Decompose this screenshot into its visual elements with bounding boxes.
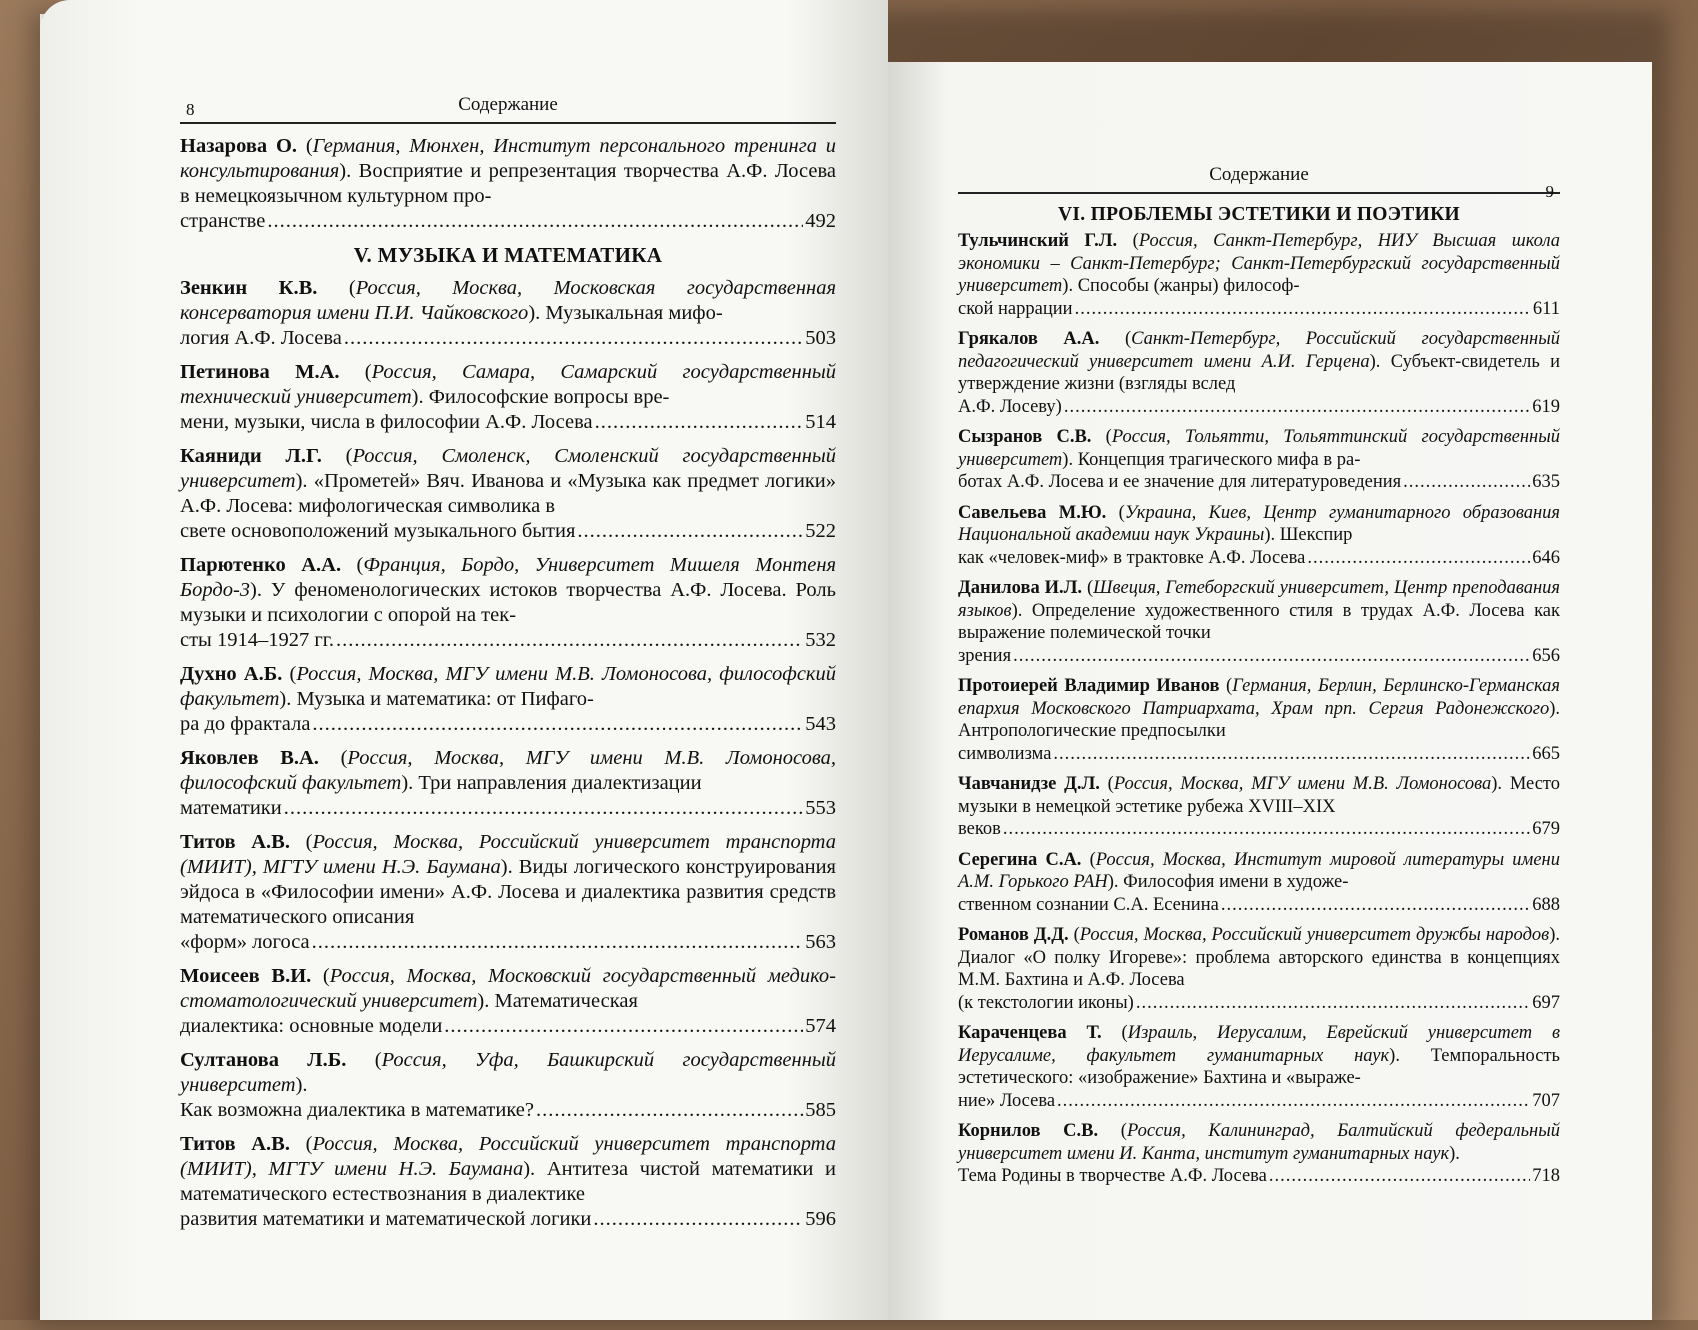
toc-author: Караченцева Т. — [958, 1023, 1102, 1043]
toc-page-number: 679 — [1532, 819, 1560, 839]
dot-leader — [1053, 743, 1530, 766]
toc-entry — [180, 746, 836, 821]
toc-page-number: 492 — [805, 210, 836, 232]
dot-leader — [312, 930, 804, 955]
toc-title-end: (к текстологии иконы) — [958, 992, 1134, 1013]
toc-entry — [180, 964, 836, 1039]
section-heading: VI. ПРОБЛЕМЫ ЭСТЕТИКИ И ПОЭТИКИ — [1058, 204, 1460, 225]
toc-author: Моисеев В.И. — [180, 965, 312, 987]
toc-page-number: 619 — [1532, 396, 1560, 417]
page-number: 9 — [1545, 182, 1554, 201]
toc-author: Титов А.В. — [180, 831, 290, 853]
toc-affiliation: Россия, Смоленск, Смоленский государственный университет — [180, 445, 837, 492]
toc-author: Романов Д.Д. — [958, 925, 1069, 945]
toc-author: Сызранов С.В. — [958, 427, 1092, 447]
toc-title-end: Тема Родины в творчестве А.Ф. Лосева — [958, 1166, 1267, 1186]
toc-entry-head: Петинова М.А. (Россия, Самара, Самарский государственный технический университет). Философские вопросы вре- — [180, 361, 836, 408]
toc-entry — [180, 134, 836, 234]
toc-entry-head: Серегина С.А. (Россия, Москва, Институт мировой литературы имени А.М. Горького РАН). Философия имени в художе- — [958, 849, 1560, 892]
toc-entry — [958, 1120, 1560, 1188]
toc-entry — [958, 328, 1560, 418]
toc-entry — [958, 502, 1560, 570]
toc-title-end: свете основоположений музыкального бытия — [180, 520, 576, 542]
toc-affiliation: Россия, Уфа, Башкирский государственный университет — [180, 1049, 836, 1096]
toc-author: Яковлев В.А. — [180, 747, 319, 769]
toc-page-number: 656 — [1532, 645, 1560, 666]
toc-title-end: А.Ф. Лосеву) — [958, 396, 1062, 417]
dot-leader — [1057, 1090, 1530, 1113]
toc-affiliation: Германия, Берлин, Берлинско-Германская епархия Московского Патриархата, Храм прп. Сергия Радонежского — [958, 676, 1560, 719]
toc-last-line — [958, 547, 1560, 570]
toc-entry — [958, 849, 1560, 917]
toc-affiliation: Украина, Киев, Центр гуманитарного образования Национальной академии наук Украины — [958, 502, 1560, 545]
toc-affiliation: Россия, Москва, Российский университет транспорта (МИИТ), МГТУ имени Н.Э. Баумана — [180, 1133, 836, 1180]
toc-title: Математическая — [494, 990, 638, 1012]
toc-page-number: 522 — [805, 520, 836, 542]
toc-entry-head: Чавчанидзе Д.Л. (Россия, Москва, МГУ имени М.В. Ломоносова). Место музыки в немецкой эстетике рубежа XVIII–XIX — [958, 774, 1560, 817]
toc-title-end: веков — [958, 819, 1001, 839]
toc-title-end: развития математики и математической логики — [180, 1208, 592, 1230]
toc-page-number: 635 — [1532, 472, 1560, 492]
toc-last-line — [958, 471, 1560, 494]
dot-leader — [1064, 396, 1530, 419]
toc-last-line — [958, 645, 1560, 668]
toc-affiliation: Россия, Москва, МГУ имени М.В. Ломоносова, философский факультет — [180, 747, 836, 794]
toc-list-left — [180, 134, 836, 234]
toc-entry — [180, 830, 836, 955]
toc-title: Концепция трагического мифа в ра- — [1077, 449, 1361, 470]
toc-page-number: 543 — [805, 713, 836, 735]
toc-affiliation: Россия, Тольятти, Тольяттинский государственный университет — [958, 427, 1560, 470]
toc-entry-head: Моисеев В.И. (Россия, Москва, Московский государственный медико-стоматологический университет). Математическая — [180, 965, 837, 1012]
toc-title-end: ра до фрактала — [180, 713, 311, 735]
toc-last-line — [180, 410, 836, 435]
toc-page-number: 574 — [805, 1015, 836, 1037]
toc-title: Виды логического конструирования эйдоса в «Философии имени» А.Ф. Лосева и диалектика развития средств математического описания — [180, 856, 836, 928]
right-page — [888, 62, 1652, 1320]
toc-entry-head: Караченцева Т. (Израиль, Иерусалим, Еврейский университет в Иерусалиме, факультет гуманитарных наук). Темпоральность эстетического: «изображение» Бахтина и «выраже- — [958, 1023, 1560, 1088]
toc-title: Музыка и математика: от Пифаго- — [296, 688, 594, 710]
toc-entry-head: Султанова Л.Б. (Россия, Уфа, Башкирский государственный университет). — [180, 1049, 836, 1096]
toc-entry — [958, 1022, 1560, 1112]
left-page — [40, 0, 888, 1320]
toc-entry-head: Титов А.В. (Россия, Москва, Российский университет транспорта (МИИТ), МГТУ имени Н.Э. Баумана). Антитеза чистой математики и математического естествознания в диалектике — [180, 1133, 837, 1205]
toc-entry-head: Назарова О. (Германия, Мюнхен, Институт персонального тренинга и консультирования). Восприятие и репрезентация творчества А.Ф. Лосева в немецкоязычном культурном про- — [180, 135, 837, 207]
toc-page-number: 563 — [805, 931, 836, 953]
toc-entry-head: Савельева М.Ю. (Украина, Киев, Центр гуманитарного образования Национальной академии наук Украины). Шекспир — [958, 502, 1560, 545]
toc-title-end: как «человек-миф» в трактовке А.Ф. Лосева — [958, 547, 1306, 568]
toc-entry-head: Зенкин К.В. (Россия, Москва, Московская государственная консерватория имени П.И. Чайковского). Музыкальная мифо- — [180, 277, 836, 324]
toc-affiliation: Санкт-Петербург, Российский государственный педагогический университет имени А.И. Герцена — [958, 329, 1560, 372]
toc-entry-head: Духно А.Б. (Россия, Москва, МГУ имени М.В. Ломоносова, философский факультет). Музыка и математика: от Пифаго- — [180, 663, 837, 710]
toc-author: Султанова Л.Б. — [180, 1049, 347, 1071]
toc-author: Парютенко А.А. — [180, 554, 342, 576]
toc-entry-head: Романов Д.Д. (Россия, Москва, Российский университет дружбы народов). Диалог «О полку Игореве»: проблема авторского единства в концепциях М.М. Бахтина и А.Ф. Лосева — [958, 925, 1561, 990]
dot-leader — [595, 410, 804, 435]
dot-leader — [593, 1207, 803, 1232]
toc-author: Протоиерей Владимир Иванов — [958, 676, 1220, 696]
toc-entry — [958, 675, 1560, 765]
toc-last-line — [180, 796, 836, 821]
section-heading: V. МУЗЫКА И МАТЕМАТИКА — [353, 243, 663, 267]
running-title: Содержание — [458, 94, 558, 115]
toc-last-line — [958, 1090, 1560, 1113]
toc-entry-head: Тульчинский Г.Л. (Россия, Санкт-Петербург, НИУ Высшая школа экономики – Санкт-Петербург; Санкт-Петербургский государственный университет). Способы (жанры) философ- — [958, 231, 1560, 296]
toc-title: Субъект-свидетель и утверждение жизни (взгляды вслед — [958, 351, 1560, 394]
toc-entry — [958, 230, 1560, 320]
toc-affiliation: Франция, Бордо, Университет Мишеля Монтеня Бордо-3 — [180, 554, 837, 601]
toc-last-line — [180, 209, 836, 234]
toc-entry — [180, 360, 836, 435]
toc-entry-head: Протоиерей Владимир Иванов (Германия, Берлин, Берлинско-Германская епархия Московского Патриархата, Храм прп. Сергия Радонежского). Антропологические предпосылки — [958, 676, 1560, 741]
toc-author: Серегина С.А. — [958, 849, 1082, 870]
toc-author: Савельева М.Ю. — [958, 502, 1107, 523]
dot-leader — [444, 1014, 803, 1039]
toc-title-end: диалектика: основные модели — [180, 1015, 443, 1037]
toc-title-end: ственном сознании С.А. Есенина — [958, 894, 1219, 915]
toc-affiliation: Германия, Мюнхен, Институт персонального тренинга и консультирования — [180, 135, 837, 182]
toc-page-number: 707 — [1532, 1090, 1560, 1111]
toc-page-number: 688 — [1532, 894, 1560, 915]
dot-leader — [1013, 645, 1530, 668]
toc-page-number: 697 — [1532, 992, 1560, 1013]
toc-affiliation: Россия, Москва, Российский университет транспорта (МИИТ), МГТУ имени Н.Э. Баумана — [180, 831, 836, 878]
dot-leader — [312, 712, 803, 737]
toc-page-number: 514 — [805, 411, 836, 433]
toc-affiliation: Россия, Москва, Российский университет дружбы народов — [1079, 925, 1550, 945]
toc-title: У феноменологических истоков творчества А.Ф. Лосева. Роль музыки и психологии с опорой на тек- — [180, 579, 836, 626]
toc-last-line — [180, 628, 836, 653]
running-head-right — [958, 162, 1560, 201]
toc-affiliation: Швеция, Гетеборгский университет, Центр преподавания языков — [958, 578, 1560, 621]
toc-page-number: 553 — [805, 797, 836, 819]
toc-affiliation: Россия, Москва, МГУ имени М.В. Ломоносова — [1113, 774, 1492, 794]
toc-last-line — [958, 743, 1560, 766]
toc-author: Данилова И.Л. — [958, 578, 1083, 598]
toc-author: Чавчанидзе Д.Л. — [958, 774, 1100, 794]
toc-title-end: символизма — [958, 743, 1052, 764]
toc-page-number: 718 — [1532, 1166, 1560, 1186]
toc-entry — [180, 276, 836, 351]
toc-title-end: «форм» логоса — [180, 931, 310, 953]
toc-title-end: зрения — [958, 645, 1012, 666]
toc-title-end: ботах А.Ф. Лосева и ее значение для литературоведения — [958, 472, 1402, 492]
toc-last-line — [180, 1014, 836, 1039]
toc-entry-head: Яковлев В.А. (Россия, Москва, МГУ имени М.В. Ломоносова, философский факультет). Три направления диалектизации — [180, 747, 836, 794]
dot-leader — [1003, 818, 1530, 841]
page-number: 8 — [186, 100, 195, 119]
toc-last-line — [180, 519, 836, 544]
toc-title-end: математики — [180, 797, 282, 819]
toc-title-end: мени, музыки, числа в философии А.Ф. Лосева — [180, 411, 593, 433]
toc-page-number: 611 — [1532, 298, 1560, 319]
toc-title: Диалог «О полку Игореве»: проблема авторского единства в концепциях М.М. Бахтина и А.Ф. Лосева — [958, 947, 1560, 990]
toc-title: Шекспир — [1279, 525, 1353, 545]
toc-affiliation: Россия, Санкт-Петербург, НИУ Высшая школа экономики – Санкт-Петербург; Санкт-Петербургский государственный университет — [958, 231, 1560, 296]
toc-last-line — [958, 396, 1560, 419]
toc-entry-head: Каяниди Л.Г. (Россия, Смоленск, Смоленский государственный университет). «Прометей» Вяч. Иванова и «Музыка как предмет логики» А.Ф. Лосева: мифологическая символика в — [180, 445, 837, 517]
toc-entry — [180, 444, 836, 544]
toc-author: Зенкин К.В. — [180, 277, 318, 299]
toc-list-right — [958, 230, 1560, 1188]
toc-title-end: Как возможна диалектика в математике? — [180, 1099, 534, 1121]
toc-last-line — [958, 298, 1560, 321]
toc-entry — [958, 426, 1560, 494]
toc-title: Три направления диалектизации — [418, 772, 702, 794]
toc-affiliation: Израиль, Иерусалим, Еврейский университет в Иерусалиме, факультет гуманитарных наук — [958, 1023, 1560, 1066]
toc-last-line — [180, 930, 836, 955]
toc-entry — [958, 773, 1560, 841]
toc-title: Определение художественного стиля в трудах А.Ф. Лосева как выражение полемической точки — [958, 600, 1561, 643]
dot-leader — [284, 796, 804, 821]
toc-title: Музыкальная мифо- — [545, 302, 723, 324]
toc-last-line — [180, 326, 836, 351]
toc-page-number: 665 — [1532, 743, 1560, 764]
toc-last-line — [958, 992, 1560, 1015]
dot-leader — [1075, 298, 1531, 321]
toc-entry — [958, 924, 1560, 1014]
toc-author: Петинова М.А. — [180, 361, 340, 383]
toc-title: Восприятие и репрезентация творчества А.Ф. Лосева в немецкоязычном культурном про- — [180, 160, 837, 207]
toc-title-end: логия А.Ф. Лосева — [180, 327, 342, 349]
dot-leader — [336, 628, 803, 653]
toc-entry-head: Парютенко А.А. (Франция, Бордо, Университет Мишеля Монтеня Бордо-3). У феноменологических истоков творчества А.Ф. Лосева. Роль музыки и психологии с опорой на тек- — [180, 554, 837, 626]
toc-entry — [958, 577, 1560, 667]
toc-entry-head: Сызранов С.В. (Россия, Тольятти, Тольяттинский государственный университет). Концепция трагического мифа в ра- — [958, 427, 1560, 470]
toc-author: Грякалов А.А. — [958, 329, 1100, 349]
toc-last-line — [180, 1207, 836, 1232]
toc-affiliation: Россия, Москва, Московский государственный медико-стоматологический университет — [180, 965, 837, 1012]
toc-last-line — [180, 712, 836, 737]
toc-last-line — [180, 1098, 836, 1123]
toc-affiliation: Россия, Москва, Московская государственная консерватория имени П.И. Чайковского — [180, 277, 836, 324]
toc-last-line — [958, 894, 1560, 917]
running-head-left — [180, 92, 836, 124]
toc-page-number: 596 — [805, 1208, 836, 1230]
dot-leader — [1221, 894, 1530, 917]
toc-entry-head: Данилова И.Л. (Швеция, Гетеборгский университет, Центр преподавания языков). Определение художественного стиля в трудах А.Ф. Лосева как выражение полемической точки — [958, 578, 1561, 643]
toc-title: Антитеза чистой математики и математического естествознания в диалектике — [180, 1158, 837, 1205]
toc-title: «Прометей» Вяч. Иванова и «Музыка как предмет логики» А.Ф. Лосева: мифологическая символика в — [180, 470, 836, 517]
toc-affiliation: Россия, Самара, Самарский государственный технический университет — [180, 361, 836, 408]
toc-entry — [180, 553, 836, 653]
toc-last-line — [958, 1165, 1560, 1188]
dot-leader — [267, 209, 803, 234]
running-title: Содержание — [1209, 164, 1309, 185]
dot-leader — [1307, 547, 1530, 570]
toc-affiliation: Россия, Калининград, Балтийский федеральный университет имени И. Канта, институт гуманитарных наук — [958, 1121, 1561, 1164]
toc-page-number: 585 — [805, 1099, 836, 1121]
toc-affiliation: Россия, Москва, Институт мировой литературы имени А.М. Горького РАН — [958, 849, 1560, 892]
toc-title: Антропологические предпосылки — [958, 721, 1226, 741]
toc-author: Назарова О. — [180, 135, 298, 157]
toc-affiliation: Россия, Москва, МГУ имени М.В. Ломоносова, философский факультет — [180, 663, 837, 710]
dot-leader — [1136, 992, 1530, 1015]
toc-title-end: ние» Лосева — [958, 1090, 1056, 1111]
toc-title-end: ской наррации — [958, 298, 1073, 319]
toc-entry — [180, 1048, 836, 1123]
toc-title: Способы (жанры) философ- — [1077, 276, 1300, 296]
toc-author: Каяниди Л.Г. — [180, 445, 322, 467]
toc-author: Корнилов С.В. — [958, 1121, 1099, 1141]
toc-title: Место музыки в немецкой эстетике рубежа XVIII–XIX — [958, 774, 1560, 817]
toc-title-end: сты 1914–1927 гг. — [180, 629, 334, 651]
dot-leader — [344, 326, 803, 351]
toc-page-number: 503 — [805, 327, 836, 349]
toc-title: Темпоральность эстетического: «изображение» Бахтина и «выраже- — [958, 1045, 1560, 1088]
toc-page-number: 646 — [1532, 547, 1560, 568]
dot-leader — [1269, 1165, 1530, 1188]
toc-author: Тульчинский Г.Л. — [958, 231, 1118, 251]
toc-author: Духно А.Б. — [180, 663, 283, 685]
dot-leader — [536, 1098, 803, 1123]
toc-entry — [180, 1132, 836, 1232]
toc-last-line — [958, 818, 1560, 841]
toc-title: Философия имени в художе- — [1123, 872, 1349, 892]
toc-title-end: странстве — [180, 210, 266, 232]
toc-title: Философские вопросы вре- — [428, 386, 670, 408]
toc-entry — [180, 662, 836, 737]
dot-leader — [1403, 471, 1530, 494]
toc-entry-head: Корнилов С.В. (Россия, Калининград, Балтийский федеральный университет имени И. Канта, институт гуманитарных наук). — [958, 1121, 1561, 1164]
toc-entry-head: Грякалов А.А. (Санкт-Петербург, Российский государственный педагогический университет имени А.И. Герцена). Субъект-свидетель и утверждение жизни (взгляды вслед — [958, 329, 1560, 394]
toc-list-left-2 — [180, 276, 836, 1232]
toc-author: Титов А.В. — [180, 1133, 290, 1155]
toc-entry-head: Титов А.В. (Россия, Москва, Российский университет транспорта (МИИТ), МГТУ имени Н.Э. Баумана). Виды логического конструирования эйдоса в «Философии имени» А.Ф. Лосева и диалектика развития средств математического описания — [180, 831, 836, 928]
dot-leader — [577, 519, 803, 544]
toc-page-number: 532 — [805, 629, 836, 651]
